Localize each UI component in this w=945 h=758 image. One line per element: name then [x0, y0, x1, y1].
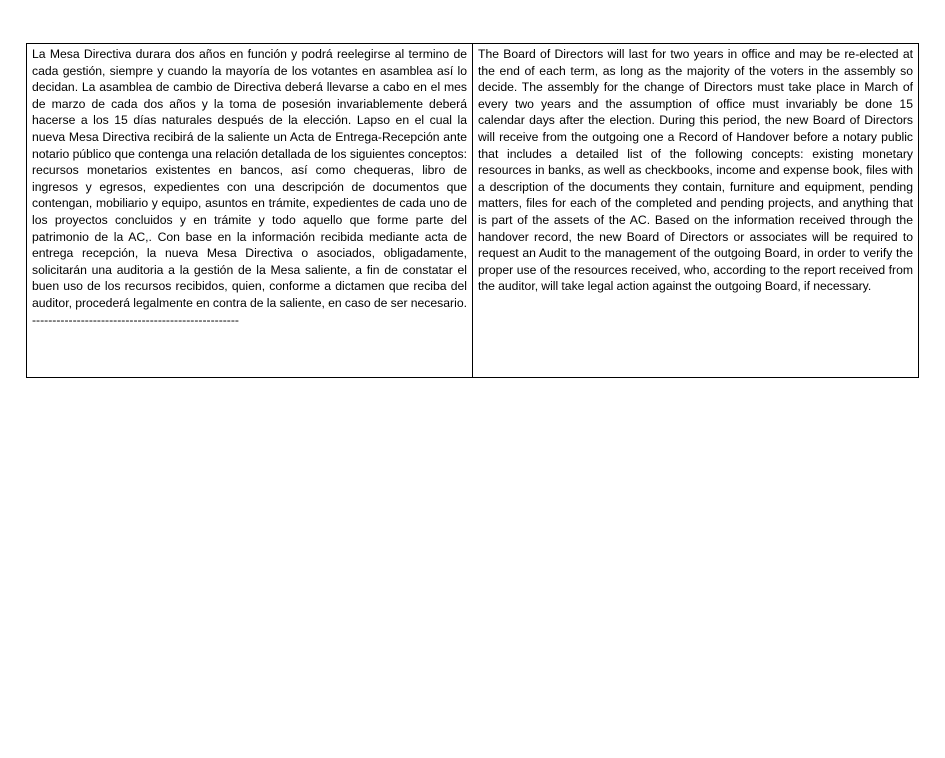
english-text-cell: The Board of Directors will last for two years in office and may be re-elected at the end of each term, as long as the majority of the voters in the assembly so decide. The assembly for the change of Directors must take place in March of every two years and the assumption of office must invariably be done 15 calendar days after the election. During this period, the new Board of Directors will receive from the outgoing one a Record of Handover before a notary public that includes a detailed list of the following concepts: existing monetary resources in banks, as well as checkbooks, income and expense book, files with a description of the documents they contain, furniture and equipment, pending matters, files for each of the completed and pending projects, and anything that is part of the assets of the AC. Based on the information received through the handover record, the new Board of Directors or associates will be required to request an Audit to the management of the outgoing Board, in order to verify the proper use of the resources received, who, according to the report received from the auditor, will take legal action against the outgoing Board, if necessary.	[473, 44, 919, 378]
bilingual-translation-table	[26, 43, 919, 378]
table-row	[27, 44, 919, 378]
spanish-text-cell: La Mesa Directiva durara dos años en función y podrá reelegirse al termino de cada gestión, siempre y cuando la mayoría de los votantes en asamblea así lo decidan. La asamblea de cambio de Directiva deberá llevarse a cabo en el mes de marzo de cada dos años y la toma de posesión invariablemente deberá hacerse a los 15 días naturales después de la elección. Lapso en el cual la nueva Mesa Directiva recibirá de la saliente un Acta de Entrega-Recepción ante notario público que contenga una relación detallada de los siguientes conceptos: recursos monetarios existentes en bancos, así como chequeras, libro de ingresos y egresos, expedientes con una descripción de documentos que contengan, mobiliario y equipo, asuntos en trámite, expedientes de cada uno de los proyectos concluidos y en trámite y todo aquello que forme parte del patrimonio de la AC,. Con base en la información recibida mediante acta de entrega recepción, la nueva Mesa Directiva o asociados, obligadamente, solicitarán una auditoria a la gestión de la Mesa saliente, a fin de constatar el buen uso de los recursos recibidos, quien, conforme a dictamen que reciba del auditor, procederá legalmente en contra de la saliente, en caso de ser necesario. ---------------------------------------------------	[27, 44, 473, 378]
